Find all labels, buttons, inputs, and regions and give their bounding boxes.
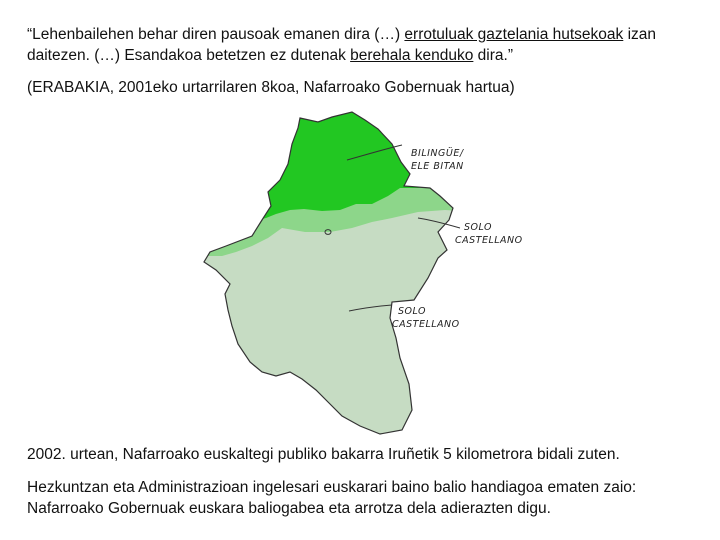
quote-text-2: izan daitezen. (…) Esandakoa betetzen ez dutenak	[27, 26, 657, 64]
quote-underline-1: errotuluak gaztelania hutsekoak	[404, 26, 624, 43]
source-citation: (ERABAKIA, 2001eko urtarrilaren 8koa, Nafarroako Gobernuak hartua)	[27, 79, 515, 96]
fact-paragraph-1: 2002. urtean, Nafarroako euskaltegi publiko bakarra Iruñetik 5 kilometrora bidali zuten.	[27, 446, 620, 463]
label-solo-2a: SOLO	[398, 306, 426, 317]
quote-underline-2: berehala kenduko	[350, 47, 474, 64]
label-bilingue-2: ELE BITAN	[411, 161, 464, 172]
label-solo-1a: SOLO	[464, 222, 492, 233]
quote-text-3: dira.”	[473, 47, 513, 64]
label-solo-2b: CASTELLANO	[392, 319, 460, 330]
label-solo-1b: CASTELLANO	[455, 235, 523, 246]
fact-paragraph-2: Hezkuntzan eta Administrazioan ingelesari euskarari baino balio handiagoa ematen zaio: Nafarroako Gobernuak euskara baliogabea eta arrotza dela adierazten digu.	[27, 479, 637, 517]
label-bilingue-1: BILINGÜE/	[411, 148, 464, 159]
quote-text-1: “Lehenbailehen behar diren pausoak emanen dira (…)	[27, 26, 405, 43]
